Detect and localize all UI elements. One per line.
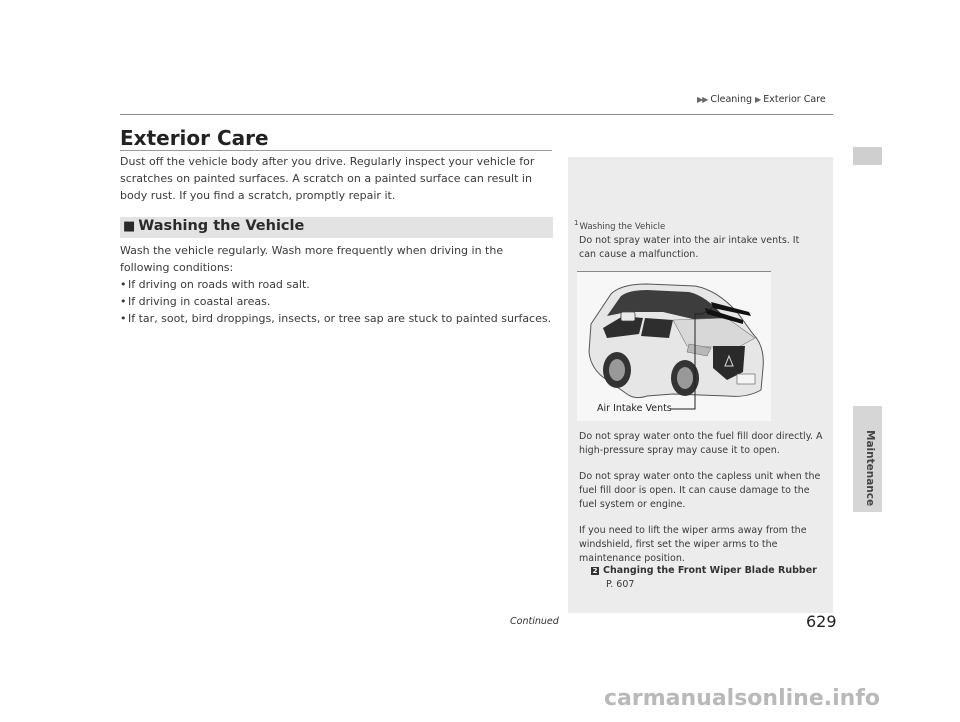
- breadcrumb-section[interactable]: Cleaning: [710, 94, 752, 105]
- watermark: carmanualsonline.info: [604, 686, 880, 711]
- note-paragraph: Do not spray water into the air intake vents. It can cause a malfunction.: [579, 235, 800, 260]
- note-title-text: Washing the Vehicle: [579, 221, 666, 232]
- section-title-text: Washing the Vehicle: [138, 218, 305, 234]
- list-item: • If driving in coastal areas.: [120, 293, 560, 310]
- cross-reference-page[interactable]: P. 607: [606, 579, 635, 590]
- cross-reference-link[interactable]: [591, 564, 821, 578]
- cross-reference-text[interactable]: Changing the Front Wiper Blade Rubber: [603, 565, 817, 576]
- list-item: • If driving on roads with road salt.: [120, 276, 560, 293]
- section-heading: [123, 218, 304, 234]
- breadcrumb-arrow-icon: ▶▶: [697, 95, 708, 104]
- note-number: 1: [574, 219, 579, 227]
- note-paragraph: Do not spray water onto the fuel fill door directly. A high-pressure spray may cause it to open.: [579, 431, 823, 456]
- breadcrumb-separator-icon: ▶: [755, 95, 761, 104]
- continued-label: Continued: [510, 616, 559, 627]
- section-square-icon: ■: [123, 219, 136, 234]
- header-divider: [120, 114, 833, 115]
- car-icon: [577, 272, 771, 421]
- chapter-tab-marker: [853, 147, 882, 165]
- reference-arrow-icon: 2: [592, 567, 598, 575]
- title-divider: [120, 150, 552, 151]
- figure-callout-label: Air Intake Vents: [597, 403, 672, 414]
- note-paragraph: If you need to lift the wiper arms away from the windshield, first set the wiper arms to the maintenance position.: [579, 525, 807, 564]
- vehicle-illustration: [577, 271, 771, 421]
- breadcrumb: [697, 94, 826, 105]
- note-paragraph: Do not spray water onto the capless unit when the fuel fill door is open. It can cause damage to the fuel system or engine.: [579, 471, 821, 510]
- page-title: Exterior Care: [120, 126, 269, 150]
- page-number: 629: [806, 612, 837, 631]
- breadcrumb-page: Exterior Care: [763, 94, 826, 105]
- chapter-tab-label: Maintenance: [864, 430, 876, 507]
- washing-intro: Wash the vehicle regularly. Wash more frequently when driving in the following conditions:: [120, 244, 504, 274]
- note-title: [574, 219, 665, 232]
- condition-list: [120, 276, 560, 327]
- intro-paragraph: Dust off the vehicle body after you drive. Regularly inspect your vehicle for scratches on painted surfaces. A scratch on a painted surface can result in body rust. If you find a scratch, promptly repair it.: [120, 155, 535, 202]
- list-item: • If tar, soot, bird droppings, insects, or tree sap are stuck to painted surfaces.: [120, 310, 560, 327]
